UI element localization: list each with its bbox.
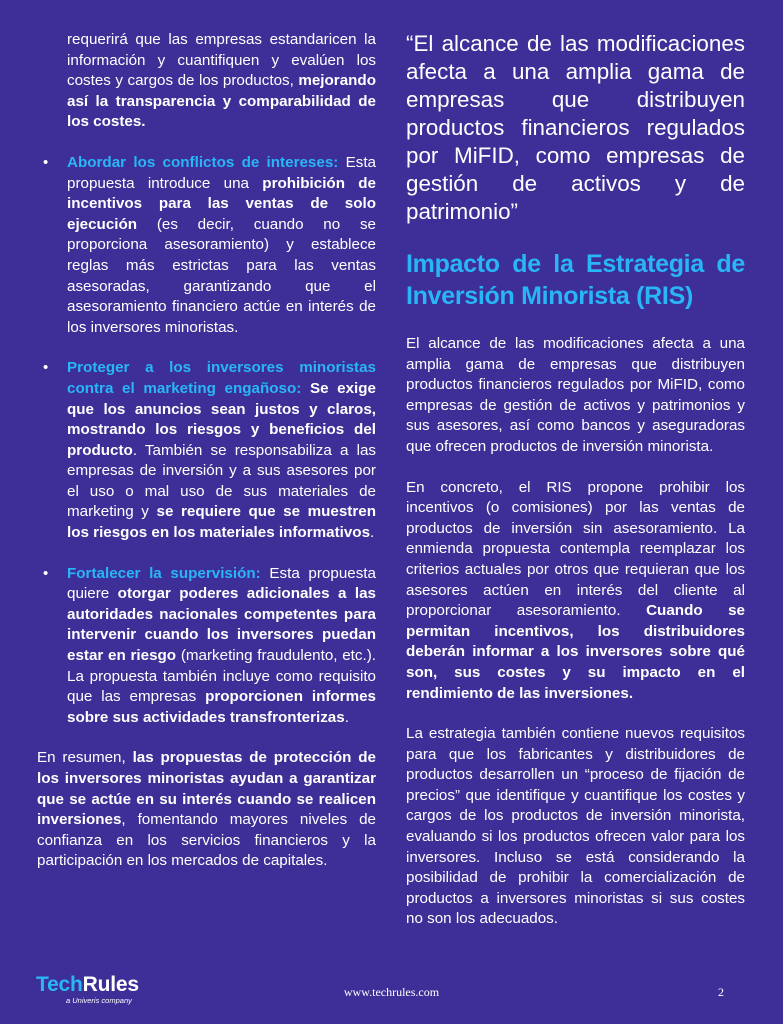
body-text: En concreto, el RIS propone prohibir los incentivos (o comisiones) por las ventas de productos de inversión sin asesoramiento. La enmienda propuesta contempla reemplazar los criterios actuales por otros que requieran que los asesores actúen en interés del cliente al proporcionar asesoramiento. [406, 478, 745, 620]
bullet-bold: Se exige que los anuncios sean justos y claros, mostrando los riesgos y beneficios del producto [67, 379, 376, 459]
body-paragraph: La estrategia también contiene nuevos requisitos para que los fabricantes y distribuidores de productos desarrollen un “proceso de fijación de precios” que identifique y cuantifique los costes y cargos de los productos de inversión minorista, evaluando si los productos ofrecen valor para los inversores. Incluso se está considerando la posibilidad de prohibir la comercialización de productos a inversores minoristas si sus costes no son los adecuados. [406, 725, 745, 928]
bullet-text: (marketing fraudulento, etc.). La propuesta también incluye como requisito que las empresas [67, 647, 376, 706]
bullet-text: (es decir, cuando no se proporciona asesoramiento) y establece reglas más estrictas para las ventas asesoradas, garantizando que el asesoramiento financiero actúe en interés de los inversores minoristas. [67, 215, 376, 336]
summary-paragraph [37, 748, 376, 872]
bullet-text: . [370, 524, 375, 542]
intro-text: requerirá que las empresas estandaricen la información y cuantifiquen y evalúen los costes y cargos de los productos, [67, 31, 376, 90]
left-column [37, 30, 376, 872]
body-paragraph: El alcance de las modificaciones afecta a una amplia gama de empresas que distribuyen productos financieros regulados por MiFID, como empresas de gestión de activos y patrimonios y sus asesores, así como bancos y aseguradoras que ofrecen productos de inversión minorista. [406, 335, 745, 455]
bullet-bold: otorgar poderes adicionales a las autoridades nacionales competentes para intervenir cuando los inversores puedan estar en riesgo [67, 585, 376, 665]
body-bold: Cuando se permitan incentivos, los distribuidores deberán informar a los inversores sobre qué son, sus costes y su impacto en el rendimiento de las inversiones. [406, 602, 745, 702]
summary-text: , fomentando mayores niveles de confianza en los servicios financieros y la participación en los mercados de capitales. [37, 811, 376, 870]
summary-text: En resumen, [37, 749, 126, 767]
right-column [406, 30, 745, 930]
bullet-bold: se requiere que se muestren los riesgos en los materiales informativos [67, 503, 376, 542]
bullet-text: Esta propuesta introduce una [67, 153, 376, 192]
section-heading: Impacto de la Estrategia de Inversión Minorista (RIS) [406, 250, 745, 310]
summary-bold: las propuestas de protección de los inversores minoristas ayudan a garantizar que se actúe en su interés cuando se realicen inversiones [37, 749, 376, 829]
logo-rules: Rules [82, 973, 139, 996]
logo-tagline: a Univeris company [66, 996, 132, 1005]
bullet-title: Proteger a los inversores minoristas contra el marketing engañoso: [67, 359, 376, 397]
list-item [37, 358, 376, 543]
bullet-bold: prohibición de incentivos para las ventas de solo ejecución [67, 174, 377, 233]
pull-quote: “El alcance de las modificaciones afecta a una amplia gama de empresas que distribuyen productos financieros regulados por MiFID, como empresas de gestión de activos y de patrimonio” [406, 31, 745, 224]
logo-tech: Tech [36, 973, 83, 996]
footer-url[interactable]: www.techrules.com [343, 985, 440, 999]
bullet-title: Abordar los conflictos de intereses: [67, 153, 339, 171]
intro-bold: mejorando así la transparencia y comparabilidad de los costes. [67, 72, 376, 131]
page-number: 2 [718, 985, 724, 999]
bullet-text: . [344, 708, 349, 726]
bullet-list [37, 153, 376, 728]
bullet-text: Esta propuesta quiere [67, 564, 376, 603]
list-item [37, 564, 376, 729]
body-paragraph [406, 478, 745, 705]
bullet-bold: proporcionen informes sobre sus actividades transfronterizas [67, 688, 376, 726]
intro-paragraph [37, 30, 376, 133]
bullet-title: Fortalecer la supervisión: [67, 564, 261, 582]
list-item [37, 153, 376, 338]
bullet-text: . También se responsabiliza a las empresas de inversión y a sus asesores por el uso o mal uso de sus materiales de marketing y [67, 441, 376, 521]
